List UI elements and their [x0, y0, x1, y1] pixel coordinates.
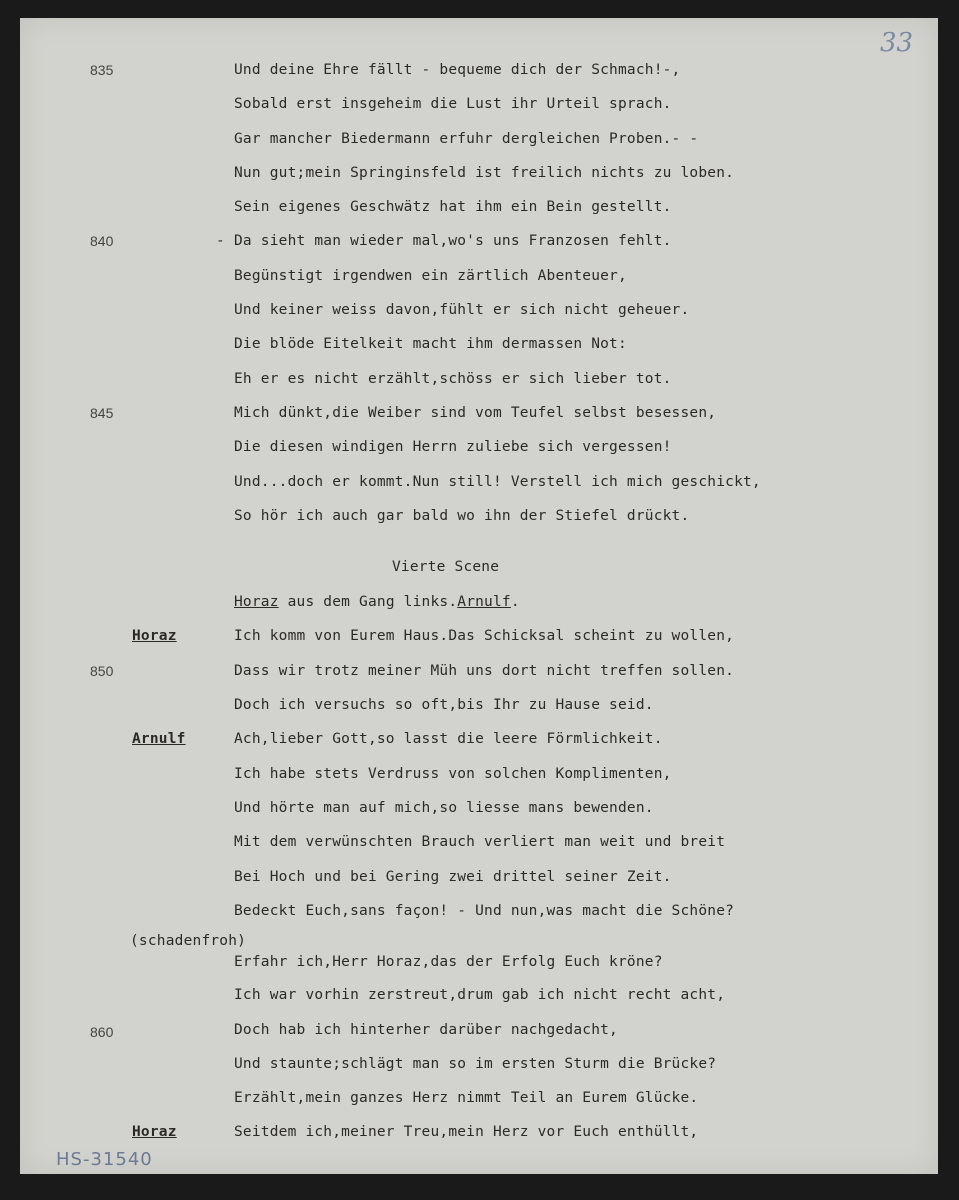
stage-direction: (schadenfroh) — [130, 933, 247, 949]
verse-line: Die diesen windigen Herrn zuliebe sich vergessen! — [234, 439, 672, 455]
line-number: 850 — [90, 663, 114, 679]
verse-line: Und keiner weiss davon,fühlt er sich nicht geheuer. — [234, 302, 690, 318]
line-number: 835 — [90, 62, 114, 78]
verse-line: Ach,lieber Gott,so lasst die leere Förmlichkeit. — [234, 731, 663, 747]
speaker-label: Arnulf — [132, 731, 186, 747]
page-number: 33 — [880, 28, 914, 58]
stage-text: aus dem Gang links. — [278, 594, 458, 610]
verse-line: Ich komm von Eurem Haus.Das Schicksal scheint zu wollen, — [234, 628, 735, 644]
line-number: 845 — [90, 405, 114, 421]
character-name: Arnulf — [457, 594, 511, 610]
verse-line: Begünstigt irgendwen ein zärtlich Abenteuer, — [234, 268, 627, 284]
verse-line: Dass wir trotz meiner Müh uns dort nicht treffen sollen. — [234, 663, 735, 679]
verse-line: Doch ich versuchs so oft,bis Ihr zu Hause seid. — [234, 697, 654, 713]
archive-signature: HS-31540 — [56, 1149, 153, 1170]
verse-line: Eh er es nicht erzählt,schöss er sich lieber tot. — [234, 371, 672, 387]
stage-text: . — [510, 594, 520, 610]
verse-line: So hör ich auch gar bald wo ihn der Stiefel drückt. — [234, 508, 690, 524]
verse-line: Seitdem ich,meiner Treu,mein Herz vor Euch enthüllt, — [234, 1124, 699, 1140]
verse-line: Und deine Ehre fällt - bequeme dich der Schmach!-, — [234, 62, 681, 78]
character-name: Horaz — [234, 594, 279, 610]
speaker-label: Horaz — [132, 1124, 177, 1140]
verse-line: Erzählt,mein ganzes Herz nimmt Teil an Eurem Glücke. — [234, 1090, 699, 1106]
stage-direction-entrance — [234, 594, 520, 610]
verse-line: Ich habe stets Verdruss von solchen Komplimenten, — [234, 766, 672, 782]
verse-line: Nun gut;mein Springinsfeld ist freilich nichts zu loben. — [234, 165, 735, 181]
verse-line: Sobald erst insgeheim die Lust ihr Urteil sprach. — [234, 96, 672, 112]
verse-line: Ich war vorhin zerstreut,drum gab ich nicht recht acht, — [234, 987, 726, 1003]
verse-line: Mich dünkt,die Weiber sind vom Teufel selbst besessen, — [234, 405, 717, 421]
scene-heading: Vierte Scene — [392, 559, 500, 575]
line-number: 840 — [90, 233, 114, 249]
verse-line: Und hörte man auf mich,so liesse mans bewenden. — [234, 800, 654, 816]
typescript-page — [20, 18, 938, 1174]
verse-line: Erfahr ich,Herr Horaz,das der Erfolg Euch kröne? — [234, 954, 663, 970]
verse-line: Sein eigenes Geschwätz hat ihm ein Bein gestellt. — [234, 199, 672, 215]
verse-line: Bedeckt Euch,sans façon! - Und nun,was macht die Schöne? — [234, 903, 735, 919]
verse-line: Und staunte;schlägt man so im ersten Sturm die Brücke? — [234, 1056, 717, 1072]
line-number: 860 — [90, 1024, 114, 1040]
speaker-label: Horaz — [132, 628, 177, 644]
verse-line: Die blöde Eitelkeit macht ihm dermassen Not: — [234, 336, 627, 352]
margin-dash: - — [216, 233, 225, 249]
verse-line: Doch hab ich hinterher darüber nachgedacht, — [234, 1022, 618, 1038]
verse-line: Mit dem verwünschten Brauch verliert man weit und breit — [234, 834, 726, 850]
verse-line: Gar mancher Biedermann erfuhr dergleichen Proben.- - — [234, 131, 699, 147]
verse-line: Und...doch er kommt.Nun still! Verstell ich mich geschickt, — [234, 474, 761, 490]
verse-line: Bei Hoch und bei Gering zwei drittel seiner Zeit. — [234, 869, 672, 885]
verse-line: Da sieht man wieder mal,wo's uns Franzosen fehlt. — [234, 233, 672, 249]
